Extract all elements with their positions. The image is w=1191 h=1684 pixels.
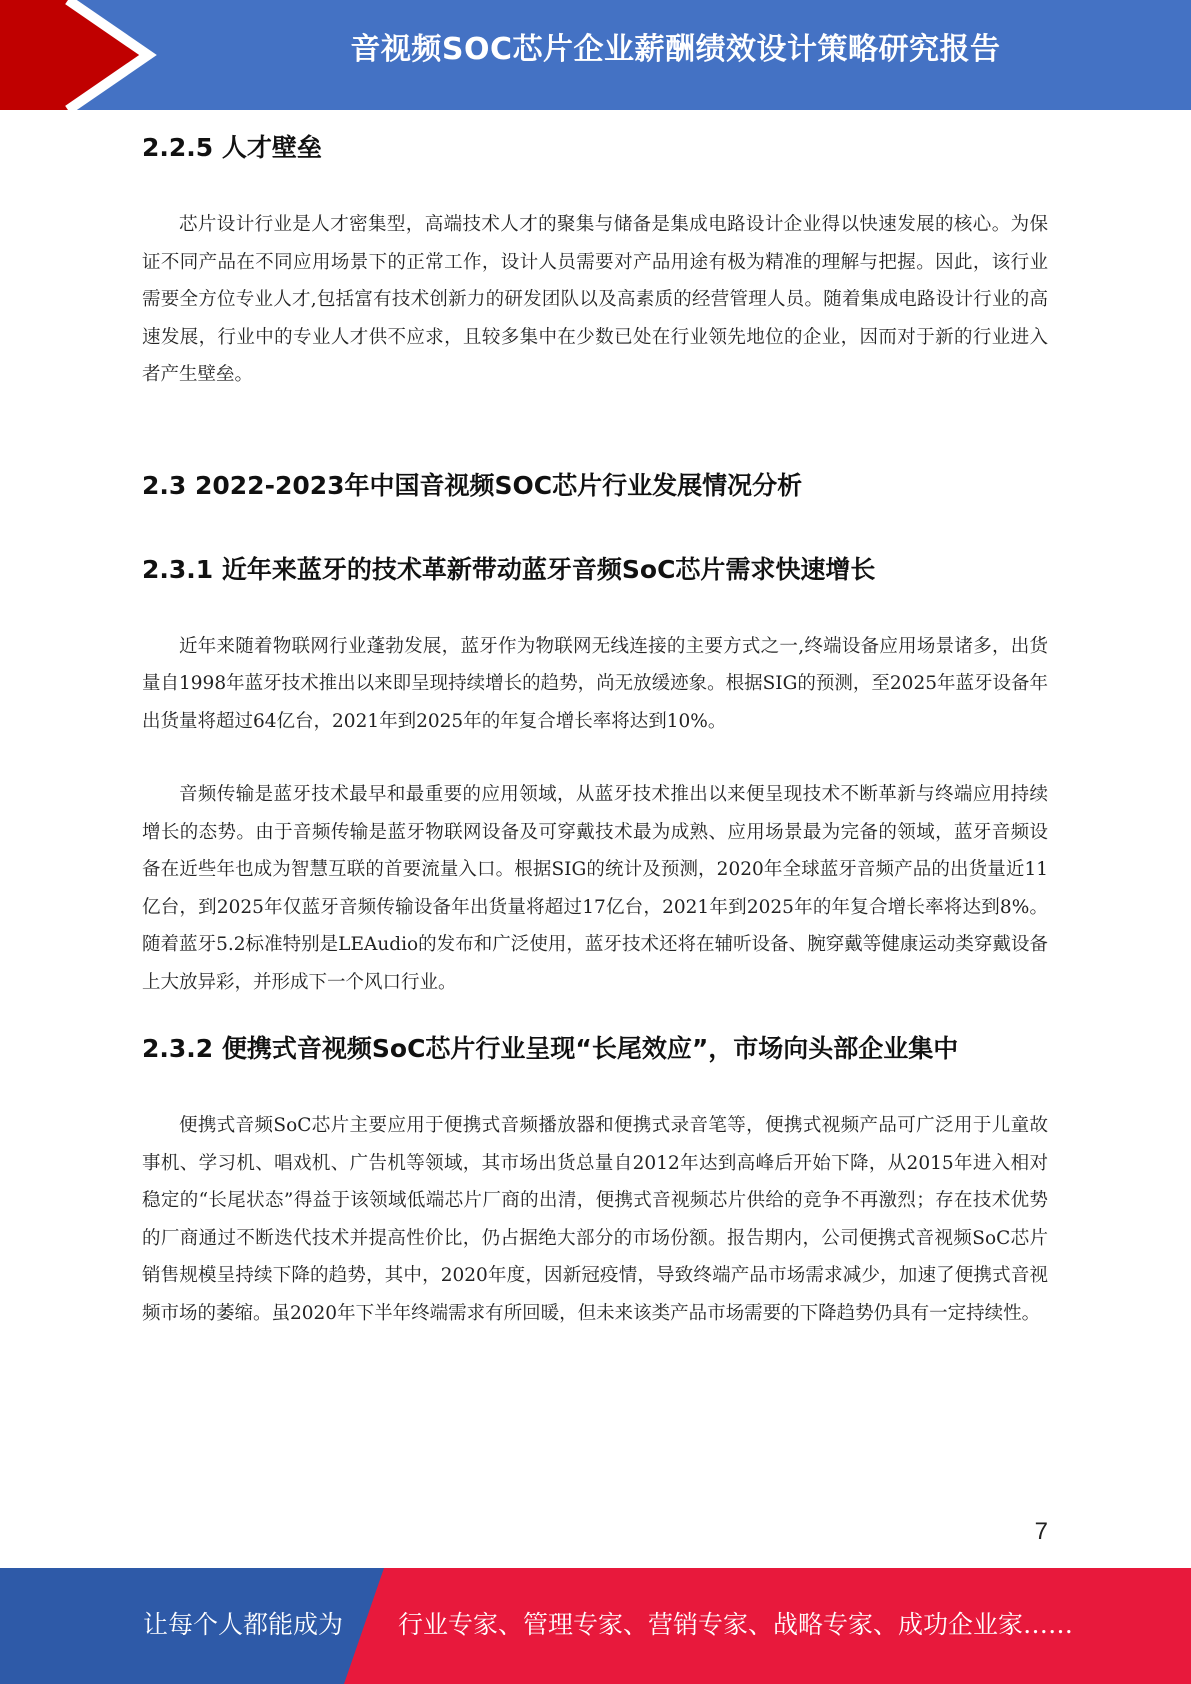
document-body: [142, 128, 1048, 1332]
paragraph-talent-barrier: 芯片设计行业是人才密集型，高端技术人才的聚集与储备是集成电路设计企业得以快速发展的核心。为保证不同产品在不同应用场景下的正常工作，设计人员需要对产品用途有极为精准的理解与把握。因此，该行业需要全方位专业人才,包括富有技术创新力的研发团队以及高素质的经营管理人员。随着集成电路设计行业的高速发展，行业中的专业人才供不应求，且较多集中在少数已处在行业领先地位的企业，因而对于新的行业进入者产生壁垒。: [142, 214, 1048, 385]
page-footer: [0, 1568, 1191, 1684]
footer-slogan-right: 行业专家、管理专家、营销专家、战略专家、成功企业家……: [398, 1610, 1074, 1639]
paragraph-audio-transmission: 音频传输是蓝牙技术最早和最重要的应用领域，从蓝牙技术推出以来便呈现技术不断革新与终端应用持续增长的态势。由于音频传输是蓝牙物联网设备及可穿戴技术最为成熟、应用场景最为完备的领域，蓝牙音频设备在近些年也成为智慧互联的首要流量入口。根据SIG的统计及预测，2020年全球蓝牙音频产品的出货量近11亿台，到2025年仅蓝牙音频传输设备年出货量将超过17亿台，2021年到2025年的年复合增长率将达到8%。随着蓝牙5.2标准特别是LEAudio的发布和广泛使用，蓝牙技术还将在辅听设备、腕穿戴等健康运动类穿戴设备上大放异彩，并形成下一个风口行业。: [142, 784, 1048, 993]
page-number: 7: [1034, 1518, 1048, 1545]
paragraph-portable-soc: 便携式音频SoC芯片主要应用于便携式音频播放器和便携式录音笔等，便携式视频产品可广泛用于儿童故事机、学习机、唱戏机、广告机等领域，其市场出货总量自2012年达到高峰后开始下降，从2015年进入相对稳定的“长尾状态”得益于该领域低端芯片厂商的出清，便携式音视频芯片供给的竞争不再激烈；存在技术优势的厂商通过不断迭代技术并提高性价比，仍占据绝大部分的市场份额。报告期内，公司便携式音视频SoC芯片销售规模呈持续下降的趋势，其中，2020年度，因新冠疫情，导致终端产品市场需求减少，加速了便携式音视频市场的萎缩。虽2020年下半年终端需求有所回暖，但未来该类产品市场需要的下降趋势仍具有一定持续性。: [142, 1115, 1048, 1324]
header-title: 音视频SOC芯片企业薪酬绩效设计策略研究报告: [350, 32, 1001, 67]
section-heading-2-3-1: 2.3.1 近年来蓝牙的技术革新带动蓝牙音频SoC芯片需求快速增长: [142, 554, 876, 584]
section-heading-2-2-5: 2.2.5 人才壁垒: [142, 133, 322, 162]
page-header: [0, 0, 1191, 110]
section-heading-2-3: 2.3 2022-2023年中国音视频SOC芯片行业发展情况分析: [142, 470, 803, 500]
paragraph-bluetooth-growth: 近年来随着物联网行业蓬勃发展，蓝牙作为物联网无线连接的主要方式之一,终端设备应用场景诸多，出货量自1998年蓝牙技术推出以来即呈现持续增长的趋势，尚无放缓迹象。根据SIG的预测，至2025年蓝牙设备年出货量将超过64亿台，2021年到2025年的年复合增长率将达到10%。: [142, 635, 1048, 732]
section-heading-2-3-2: 2.3.2 便携式音视频SoC芯片行业呈现“长尾效应”，市场向头部企业集中: [142, 1034, 959, 1063]
footer-slogan-left: 让每个人都能成为: [143, 1610, 344, 1639]
